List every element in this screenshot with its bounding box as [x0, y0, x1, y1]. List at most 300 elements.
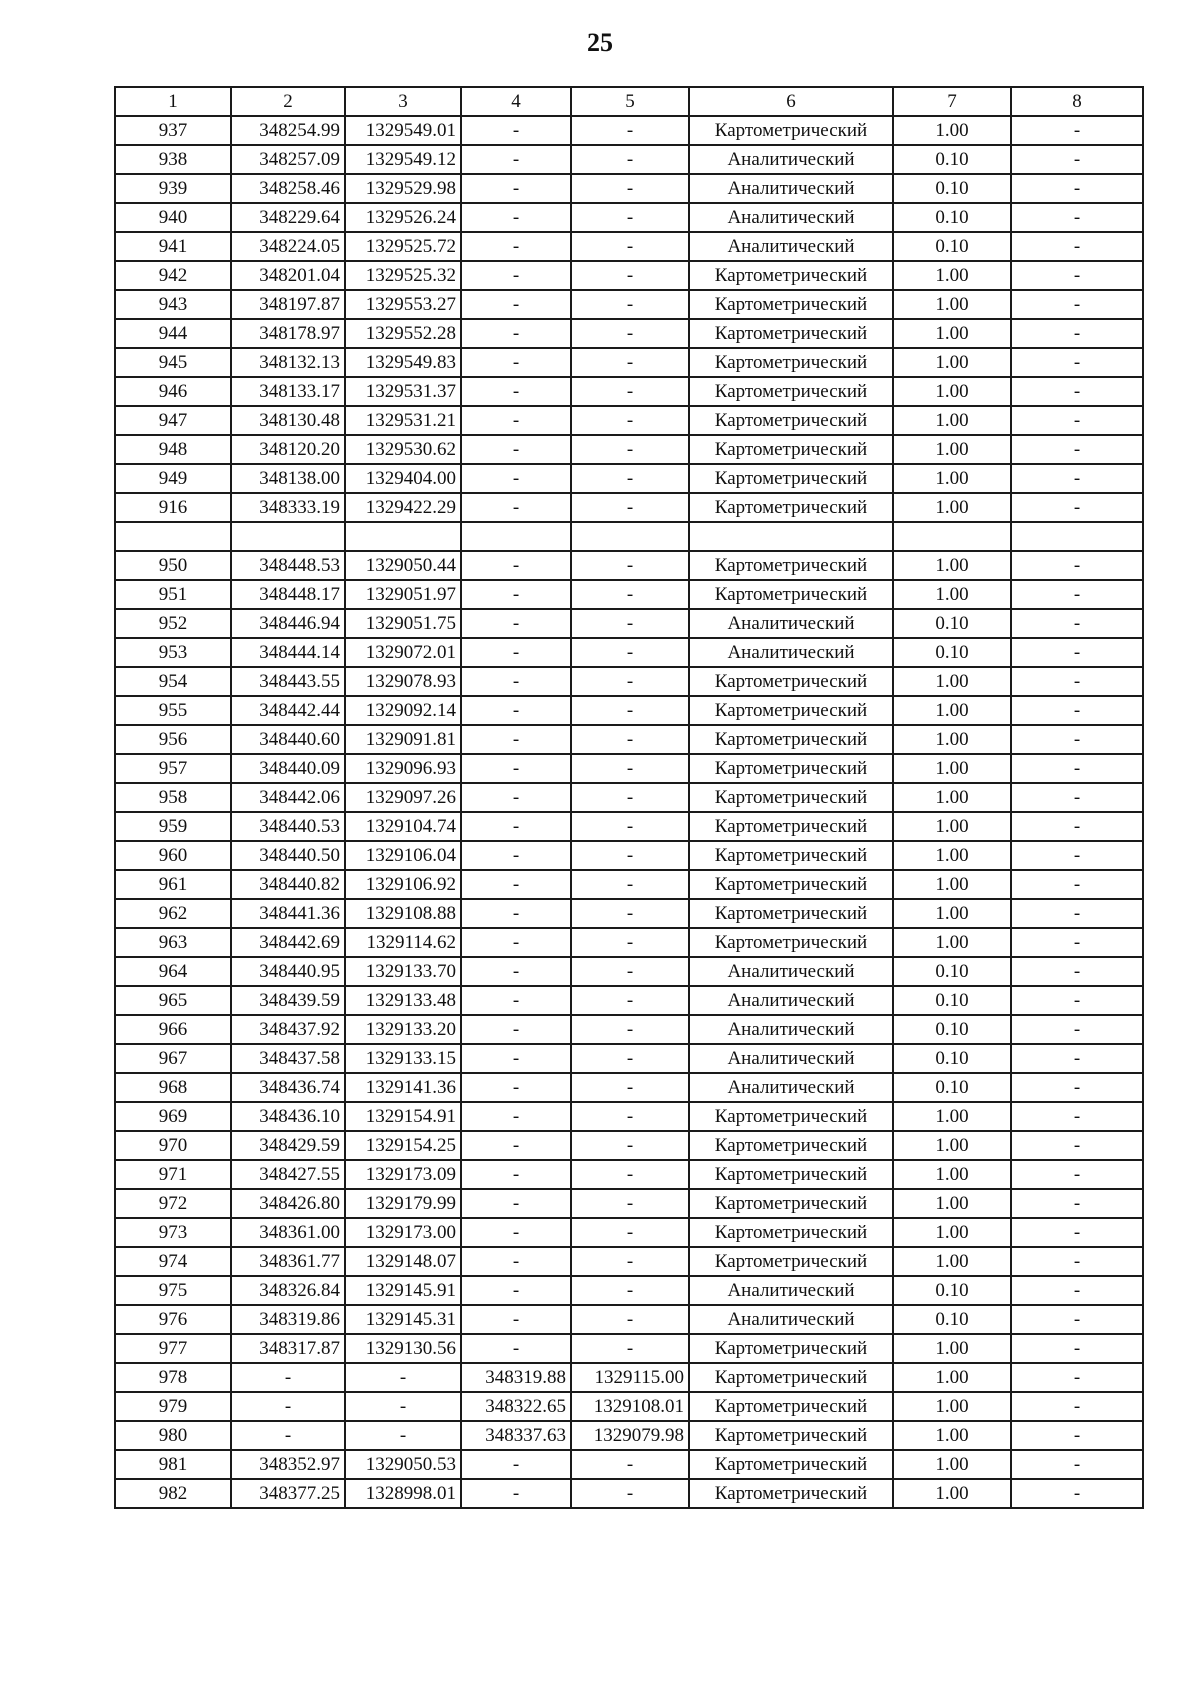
cell-point-number: 971 — [115, 1160, 231, 1189]
cell-coord-y-alt: - — [571, 290, 689, 319]
cell-coord-x-alt: - — [461, 812, 571, 841]
cell-coord-x: 348178.97 — [231, 319, 345, 348]
cell-note: - — [1011, 638, 1143, 667]
cell-note: - — [1011, 1073, 1143, 1102]
cell-note: - — [1011, 464, 1143, 493]
cell-accuracy: 1.00 — [893, 667, 1011, 696]
cell-coord-y: 1329133.20 — [345, 1015, 461, 1044]
table-row — [115, 754, 1143, 783]
cell-accuracy: 0.10 — [893, 1044, 1011, 1073]
cell-method: Картометрический — [689, 870, 893, 899]
table-row — [115, 986, 1143, 1015]
cell-coord-y: - — [345, 1363, 461, 1392]
cell-method: Картометрический — [689, 841, 893, 870]
cell-note: - — [1011, 783, 1143, 812]
cell-coord-x-alt: 348319.88 — [461, 1363, 571, 1392]
cell-method: Аналитический — [689, 174, 893, 203]
cell-point-number: 942 — [115, 261, 231, 290]
cell-coord-y: 1329072.01 — [345, 638, 461, 667]
cell-method: Картометрический — [689, 319, 893, 348]
table-row — [115, 1363, 1143, 1392]
cell-note: - — [1011, 1102, 1143, 1131]
cell-note: - — [1011, 551, 1143, 580]
cell-coord-y-alt: 1329108.01 — [571, 1392, 689, 1421]
cell-coord-x: 348439.59 — [231, 986, 345, 1015]
cell-coord-y-alt: - — [571, 261, 689, 290]
cell-method: Аналитический — [689, 638, 893, 667]
cell-point-number: 946 — [115, 377, 231, 406]
cell-point-number: 960 — [115, 841, 231, 870]
cell-coord-y: 1329422.29 — [345, 493, 461, 522]
cell-coord-y: 1329108.88 — [345, 899, 461, 928]
table-row — [115, 1102, 1143, 1131]
cell-coord-x-alt: - — [461, 928, 571, 957]
cell-coord-y: 1329179.99 — [345, 1189, 461, 1218]
cell-point-number: 977 — [115, 1334, 231, 1363]
cell-coord-y: 1329114.62 — [345, 928, 461, 957]
cell-coord-x: 348442.69 — [231, 928, 345, 957]
column-header: 1 — [115, 87, 231, 116]
cell-method: Картометрический — [689, 1450, 893, 1479]
cell-coord-x: 348444.14 — [231, 638, 345, 667]
cell-coord-x-alt: - — [461, 493, 571, 522]
cell-coord-y: 1329525.72 — [345, 232, 461, 261]
cell-coord-y: 1329051.97 — [345, 580, 461, 609]
table-row — [115, 1421, 1143, 1450]
cell-coord-x: 348440.50 — [231, 841, 345, 870]
table-row — [115, 1479, 1143, 1508]
cell-coord-x-alt: - — [461, 551, 571, 580]
column-header: 8 — [1011, 87, 1143, 116]
cell-method: Картометрический — [689, 1363, 893, 1392]
cell-coord-y: 1329078.93 — [345, 667, 461, 696]
cell-coord-x: - — [231, 1421, 345, 1450]
cell-coord-x-alt: - — [461, 1015, 571, 1044]
cell-point-number: 944 — [115, 319, 231, 348]
cell-note: - — [1011, 580, 1143, 609]
cell-accuracy: 1.00 — [893, 580, 1011, 609]
cell-method: Аналитический — [689, 609, 893, 638]
cell-coord-y: 1329133.70 — [345, 957, 461, 986]
cell-accuracy: 1.00 — [893, 464, 1011, 493]
cell-coord-x-alt: - — [461, 957, 571, 986]
cell-accuracy: 1.00 — [893, 1218, 1011, 1247]
cell-note: - — [1011, 1305, 1143, 1334]
cell-method: Картометрический — [689, 754, 893, 783]
table-row — [115, 551, 1143, 580]
table-row — [115, 638, 1143, 667]
cell-coord-y: 1329096.93 — [345, 754, 461, 783]
cell-note: - — [1011, 609, 1143, 638]
cell-note: - — [1011, 1015, 1143, 1044]
cell-note: - — [1011, 957, 1143, 986]
cell-note — [1011, 522, 1143, 551]
cell-coord-x: 348442.44 — [231, 696, 345, 725]
cell-coord-y-alt: - — [571, 1131, 689, 1160]
cell-accuracy: 1.00 — [893, 377, 1011, 406]
cell-point-number: 964 — [115, 957, 231, 986]
cell-coord-y-alt: 1329115.00 — [571, 1363, 689, 1392]
cell-accuracy: 1.00 — [893, 754, 1011, 783]
cell-note: - — [1011, 696, 1143, 725]
cell-note: - — [1011, 1160, 1143, 1189]
cell-method: Картометрический — [689, 928, 893, 957]
table-row — [115, 1305, 1143, 1334]
cell-coord-x: 348133.17 — [231, 377, 345, 406]
table-row — [115, 899, 1143, 928]
cell-method: Аналитический — [689, 1044, 893, 1073]
cell-point-number: 952 — [115, 609, 231, 638]
cell-coord-x: 348224.05 — [231, 232, 345, 261]
cell-coord-y-alt: - — [571, 986, 689, 1015]
cell-coord-y: 1329552.28 — [345, 319, 461, 348]
cell-coord-y: 1329145.91 — [345, 1276, 461, 1305]
cell-point-number: 941 — [115, 232, 231, 261]
cell-coord-x: 348436.74 — [231, 1073, 345, 1102]
cell-coord-y-alt: - — [571, 493, 689, 522]
cell-coord-x: 348361.00 — [231, 1218, 345, 1247]
cell-note: - — [1011, 116, 1143, 145]
cell-coord-x: 348132.13 — [231, 348, 345, 377]
cell-method: Картометрический — [689, 667, 893, 696]
cell-accuracy: 1.00 — [893, 1334, 1011, 1363]
cell-accuracy: 1.00 — [893, 348, 1011, 377]
table-row — [115, 1392, 1143, 1421]
cell-method: Аналитический — [689, 1073, 893, 1102]
cell-method: Картометрический — [689, 1131, 893, 1160]
cell-accuracy: 1.00 — [893, 812, 1011, 841]
cell-point-number: 982 — [115, 1479, 231, 1508]
cell-coord-x: 348352.97 — [231, 1450, 345, 1479]
cell-method: Картометрический — [689, 464, 893, 493]
cell-method: Картометрический — [689, 116, 893, 145]
cell-method: Аналитический — [689, 203, 893, 232]
cell-accuracy: 0.10 — [893, 1015, 1011, 1044]
cell-point-number: 955 — [115, 696, 231, 725]
cell-coord-y-alt: - — [571, 928, 689, 957]
cell-note: - — [1011, 1218, 1143, 1247]
table-row — [115, 1044, 1143, 1073]
cell-coord-y-alt: - — [571, 145, 689, 174]
cell-coord-x-alt: - — [461, 638, 571, 667]
cell-coord-y-alt: - — [571, 870, 689, 899]
cell-accuracy: 1.00 — [893, 290, 1011, 319]
column-header: 2 — [231, 87, 345, 116]
cell-method: Картометрический — [689, 899, 893, 928]
cell-coord-y-alt: - — [571, 1479, 689, 1508]
cell-note: - — [1011, 1450, 1143, 1479]
cell-accuracy — [893, 522, 1011, 551]
cell-coord-x-alt: - — [461, 1305, 571, 1334]
cell-coord-x-alt: - — [461, 870, 571, 899]
cell-coord-y-alt: - — [571, 1247, 689, 1276]
cell-accuracy: 1.00 — [893, 493, 1011, 522]
table-row — [115, 319, 1143, 348]
cell-accuracy: 1.00 — [893, 870, 1011, 899]
cell-accuracy: 0.10 — [893, 609, 1011, 638]
cell-note: - — [1011, 725, 1143, 754]
cell-point-number: 959 — [115, 812, 231, 841]
cell-point-number: 980 — [115, 1421, 231, 1450]
cell-coord-y: 1329092.14 — [345, 696, 461, 725]
cell-coord-y-alt: - — [571, 116, 689, 145]
cell-accuracy: 1.00 — [893, 696, 1011, 725]
cell-coord-x-alt: - — [461, 580, 571, 609]
cell-accuracy: 0.10 — [893, 1305, 1011, 1334]
cell-note: - — [1011, 319, 1143, 348]
cell-coord-x-alt: - — [461, 116, 571, 145]
cell-note: - — [1011, 203, 1143, 232]
cell-method: Картометрический — [689, 377, 893, 406]
cell-accuracy: 1.00 — [893, 435, 1011, 464]
cell-point-number: 965 — [115, 986, 231, 1015]
cell-coord-x-alt: - — [461, 754, 571, 783]
cell-coord-y-alt: - — [571, 783, 689, 812]
cell-method: Картометрический — [689, 1102, 893, 1131]
cell-coord-y-alt: - — [571, 667, 689, 696]
cell-coord-x-alt: - — [461, 232, 571, 261]
cell-note: - — [1011, 1392, 1143, 1421]
cell-point-number: 961 — [115, 870, 231, 899]
cell-coord-y-alt: - — [571, 1276, 689, 1305]
cell-coord-x: 348319.86 — [231, 1305, 345, 1334]
cell-coord-y: 1329091.81 — [345, 725, 461, 754]
cell-coord-x: 348440.82 — [231, 870, 345, 899]
cell-coord-x-alt: - — [461, 1479, 571, 1508]
cell-coord-y: - — [345, 1421, 461, 1450]
cell-note: - — [1011, 667, 1143, 696]
cell-coord-y-alt: - — [571, 1160, 689, 1189]
cell-coord-y: 1329097.26 — [345, 783, 461, 812]
cell-point-number: 951 — [115, 580, 231, 609]
cell-coord-x-alt: - — [461, 319, 571, 348]
cell-accuracy: 0.10 — [893, 986, 1011, 1015]
cell-coord-y-alt: - — [571, 1189, 689, 1218]
cell-method: Картометрический — [689, 696, 893, 725]
cell-coord-x-alt: - — [461, 348, 571, 377]
cell-note: - — [1011, 1131, 1143, 1160]
cell-point-number — [115, 522, 231, 551]
cell-coord-x: - — [231, 1392, 345, 1421]
cell-coord-y-alt: - — [571, 638, 689, 667]
table-row — [115, 1334, 1143, 1363]
cell-coord-x-alt: - — [461, 174, 571, 203]
cell-accuracy: 1.00 — [893, 261, 1011, 290]
cell-coord-y-alt: - — [571, 725, 689, 754]
cell-point-number: 976 — [115, 1305, 231, 1334]
cell-coord-y-alt — [571, 522, 689, 551]
cell-coord-y-alt: - — [571, 348, 689, 377]
cell-coord-x-alt: - — [461, 609, 571, 638]
cell-coord-x-alt: - — [461, 1131, 571, 1160]
cell-coord-y-alt: - — [571, 1044, 689, 1073]
cell-point-number: 975 — [115, 1276, 231, 1305]
coordinates-table — [114, 86, 1144, 1509]
table-row — [115, 957, 1143, 986]
cell-note: - — [1011, 1334, 1143, 1363]
cell-coord-y: 1329154.25 — [345, 1131, 461, 1160]
cell-accuracy: 1.00 — [893, 406, 1011, 435]
cell-note: - — [1011, 348, 1143, 377]
cell-coord-x: 348326.84 — [231, 1276, 345, 1305]
cell-coord-y: 1329553.27 — [345, 290, 461, 319]
cell-coord-x: 348429.59 — [231, 1131, 345, 1160]
cell-coord-x: 348446.94 — [231, 609, 345, 638]
table-header-row — [115, 87, 1143, 116]
cell-method: Картометрический — [689, 1334, 893, 1363]
cell-method: Картометрический — [689, 812, 893, 841]
cell-accuracy: 1.00 — [893, 1131, 1011, 1160]
cell-coord-y-alt: - — [571, 435, 689, 464]
cell-coord-y: 1329530.62 — [345, 435, 461, 464]
cell-coord-y: 1329531.37 — [345, 377, 461, 406]
cell-coord-x-alt: - — [461, 377, 571, 406]
cell-coord-y-alt: - — [571, 609, 689, 638]
cell-coord-x-alt: - — [461, 986, 571, 1015]
cell-coord-y-alt: - — [571, 377, 689, 406]
table-row — [115, 116, 1143, 145]
table-row — [115, 348, 1143, 377]
cell-point-number: 916 — [115, 493, 231, 522]
cell-coord-y: 1329148.07 — [345, 1247, 461, 1276]
cell-accuracy: 1.00 — [893, 899, 1011, 928]
table-row — [115, 870, 1143, 899]
cell-method: Картометрический — [689, 348, 893, 377]
cell-point-number: 978 — [115, 1363, 231, 1392]
cell-note: - — [1011, 290, 1143, 319]
cell-coord-x: 348440.95 — [231, 957, 345, 986]
cell-point-number: 963 — [115, 928, 231, 957]
cell-point-number: 954 — [115, 667, 231, 696]
cell-coord-x-alt: - — [461, 1189, 571, 1218]
table-row — [115, 522, 1143, 551]
cell-coord-y: 1329526.24 — [345, 203, 461, 232]
cell-coord-x-alt: - — [461, 899, 571, 928]
cell-coord-x: 348258.46 — [231, 174, 345, 203]
cell-coord-y: 1329529.98 — [345, 174, 461, 203]
cell-note: - — [1011, 841, 1143, 870]
cell-method: Аналитический — [689, 232, 893, 261]
cell-note: - — [1011, 145, 1143, 174]
table-row — [115, 261, 1143, 290]
cell-point-number: 949 — [115, 464, 231, 493]
cell-accuracy: 1.00 — [893, 1363, 1011, 1392]
table-row — [115, 464, 1143, 493]
cell-coord-x-alt: - — [461, 1102, 571, 1131]
cell-coord-y-alt: - — [571, 232, 689, 261]
cell-note: - — [1011, 928, 1143, 957]
table-row — [115, 1450, 1143, 1479]
cell-coord-y-alt: - — [571, 1334, 689, 1363]
cell-coord-y-alt: - — [571, 1073, 689, 1102]
cell-accuracy: 1.00 — [893, 1392, 1011, 1421]
cell-coord-x-alt: - — [461, 1247, 571, 1276]
column-header: 4 — [461, 87, 571, 116]
cell-coord-x: 348317.87 — [231, 1334, 345, 1363]
cell-coord-y-alt: - — [571, 551, 689, 580]
page-number: 25 — [587, 28, 613, 57]
cell-method: Аналитический — [689, 1015, 893, 1044]
cell-coord-y-alt: - — [571, 1305, 689, 1334]
cell-coord-y-alt: - — [571, 464, 689, 493]
cell-point-number: 953 — [115, 638, 231, 667]
table-row — [115, 812, 1143, 841]
cell-coord-y — [345, 522, 461, 551]
cell-note: - — [1011, 406, 1143, 435]
cell-coord-y: 1329531.21 — [345, 406, 461, 435]
cell-coord-y-alt: - — [571, 696, 689, 725]
cell-coord-y-alt: - — [571, 812, 689, 841]
cell-coord-x-alt: - — [461, 145, 571, 174]
cell-coord-x: 348436.10 — [231, 1102, 345, 1131]
cell-accuracy: 1.00 — [893, 116, 1011, 145]
cell-coord-x: - — [231, 1363, 345, 1392]
cell-coord-y: 1329154.91 — [345, 1102, 461, 1131]
cell-method: Картометрический — [689, 290, 893, 319]
cell-coord-x-alt — [461, 522, 571, 551]
cell-coord-x-alt: - — [461, 1160, 571, 1189]
cell-point-number: 969 — [115, 1102, 231, 1131]
table-row — [115, 435, 1143, 464]
cell-point-number: 967 — [115, 1044, 231, 1073]
cell-coord-x: 348437.58 — [231, 1044, 345, 1073]
cell-method: Аналитический — [689, 986, 893, 1015]
cell-point-number: 968 — [115, 1073, 231, 1102]
cell-accuracy: 1.00 — [893, 551, 1011, 580]
table-row — [115, 1189, 1143, 1218]
cell-point-number: 973 — [115, 1218, 231, 1247]
cell-note: - — [1011, 493, 1143, 522]
table-row — [115, 1160, 1143, 1189]
table-row — [115, 580, 1143, 609]
cell-accuracy: 1.00 — [893, 1102, 1011, 1131]
cell-coord-y: 1329050.44 — [345, 551, 461, 580]
cell-coord-y: 1329549.12 — [345, 145, 461, 174]
cell-point-number: 962 — [115, 899, 231, 928]
cell-note: - — [1011, 261, 1143, 290]
cell-coord-y: 1329106.04 — [345, 841, 461, 870]
cell-coord-x-alt: - — [461, 783, 571, 812]
cell-method: Картометрический — [689, 1160, 893, 1189]
cell-point-number: 979 — [115, 1392, 231, 1421]
cell-coord-x: 348440.53 — [231, 812, 345, 841]
cell-coord-y-alt: - — [571, 406, 689, 435]
cell-accuracy: 1.00 — [893, 928, 1011, 957]
cell-point-number: 945 — [115, 348, 231, 377]
cell-coord-x: 348361.77 — [231, 1247, 345, 1276]
cell-coord-y-alt: - — [571, 1218, 689, 1247]
cell-method: Картометрический — [689, 551, 893, 580]
table-row — [115, 841, 1143, 870]
table-row — [115, 1247, 1143, 1276]
table-row — [115, 290, 1143, 319]
cell-coord-x: 348254.99 — [231, 116, 345, 145]
cell-point-number: 943 — [115, 290, 231, 319]
cell-method: Картометрический — [689, 1247, 893, 1276]
cell-coord-y-alt: - — [571, 841, 689, 870]
table-row — [115, 203, 1143, 232]
cell-coord-y: 1329404.00 — [345, 464, 461, 493]
cell-coord-x: 348377.25 — [231, 1479, 345, 1508]
cell-accuracy: 0.10 — [893, 174, 1011, 203]
cell-point-number: 958 — [115, 783, 231, 812]
cell-coord-y: 1329106.92 — [345, 870, 461, 899]
cell-coord-x: 348257.09 — [231, 145, 345, 174]
cell-point-number: 937 — [115, 116, 231, 145]
cell-accuracy: 1.00 — [893, 1479, 1011, 1508]
cell-point-number: 938 — [115, 145, 231, 174]
cell-coord-x-alt: - — [461, 841, 571, 870]
